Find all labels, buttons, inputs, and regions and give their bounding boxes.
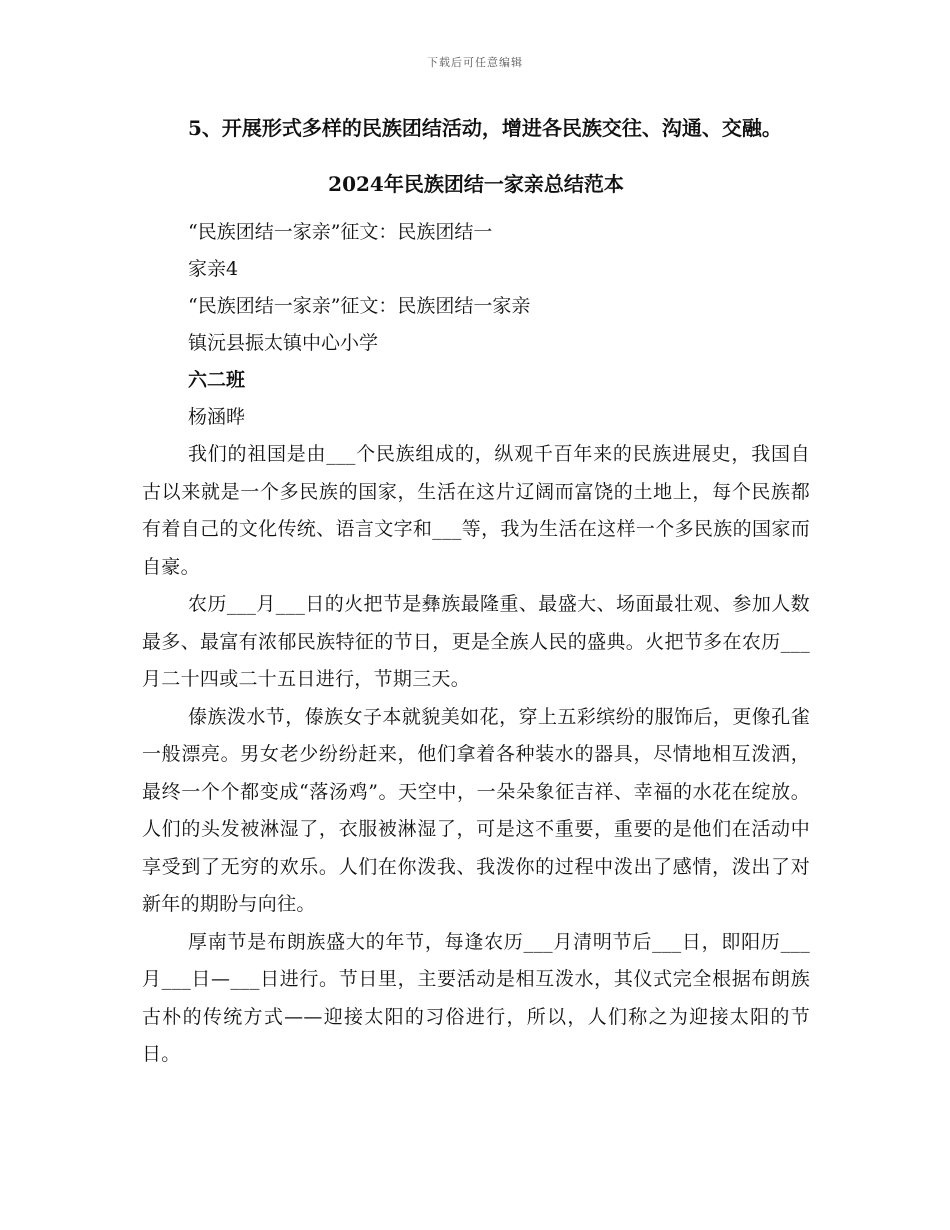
essay-title-line: “民族团结一家亲”征文：民族团结一家亲 [188, 295, 531, 317]
class-name: 六二班 [188, 369, 246, 391]
document-body [142, 112, 810, 1074]
body-paragraph: 农历___月___日的火把节是彝族最隆重、最盛大、场面最壮观、参加人数最多、最富有浓郁民族特征的节日，更是全族人民的盛典。火把节多在农历___月二十四或二十五日进行，节期三天。 [142, 593, 810, 690]
lead-heading: 5、开展形式多样的民族团结活动，增进各民族交往、沟通、交融。 [188, 116, 782, 140]
essay-label-line-1: “民族团结一家亲”征文：民族团结一 [188, 221, 493, 243]
header-note: 下载后可任意编辑 [427, 56, 523, 69]
essay-label-line-2: 家亲4 [188, 258, 239, 280]
body-paragraph: 厚南节是布朗族盛大的年节，每逢农历___月清明节后___日，即阳历___月___日—___日进行。节日里，主要活动是相互泼水，其仪式完全根据布朗族古朴的传统方式——迎接太阳的习俗进行，所以，人们称之为迎接太阳的节日。 [142, 930, 810, 1065]
author-name: 杨涵晔 [188, 406, 246, 428]
body-paragraph: 傣族泼水节，傣族女子本就貌美如花，穿上五彩缤纷的服饰后，更像孔雀一般漂亮。男女老少纷纷赶来，他们拿着各种装水的器具，尽情地相互泼洒，最终一个个都变成“落汤鸡”。天空中，一朵朵象征吉祥、幸福的水花在绽放。人们的头发被淋湿了，衣服被淋湿了，可是这不重要，重要的是他们在活动中享受到了无穷的欢乐。人们在你泼我、我泼你的过程中泼出了感情，泼出了对新年的期盼与向往。 [142, 705, 810, 915]
school-name: 镇沅县振太镇中心小学 [188, 332, 379, 354]
body-paragraph: 我们的祖国是由___个民族组成的，纵观千百年来的民族进展史，我国自古以来就是一个多民族的国家，生活在这片辽阔而富饶的土地上，每个民族都有着自己的文化传统、语言文字和___等，我为生活在这样一个多民族的国家而自豪。 [142, 443, 810, 578]
document-title: 2024年民族团结一家亲总结范本 [328, 172, 624, 196]
